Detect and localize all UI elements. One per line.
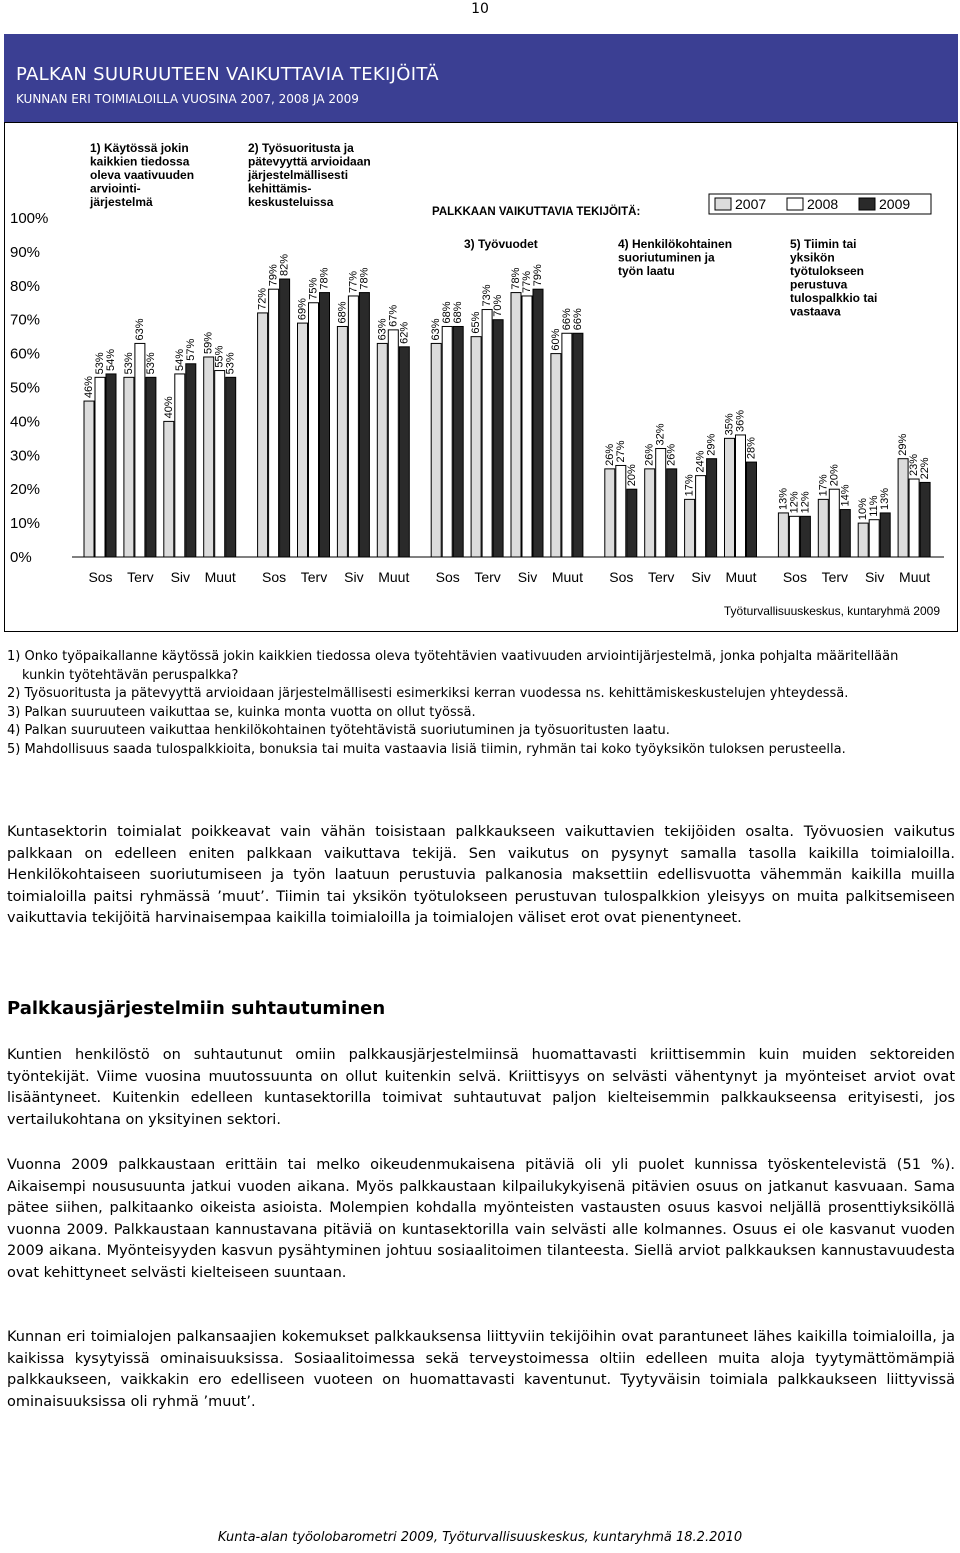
group-label: arviointi- bbox=[90, 181, 141, 196]
data-label: 54% bbox=[105, 348, 117, 371]
bar bbox=[736, 435, 746, 557]
data-label: 24% bbox=[694, 450, 707, 473]
data-label: 17% bbox=[817, 474, 830, 497]
chart-inner-heading: PALKKAAN VAIKUTTAVIA TEKIJÖITÄ: bbox=[432, 206, 641, 218]
y-tick-label: 10% bbox=[10, 515, 41, 533]
y-tick-label: 60% bbox=[10, 345, 41, 363]
data-label: 17% bbox=[683, 474, 696, 497]
bar bbox=[453, 326, 463, 557]
data-label: 13% bbox=[777, 487, 790, 510]
bar bbox=[511, 293, 521, 557]
group-label: pätevyyttä arvioidaan bbox=[248, 154, 371, 169]
bar bbox=[696, 476, 706, 557]
data-label: 26% bbox=[603, 443, 616, 466]
data-label: 67% bbox=[387, 304, 400, 327]
bar bbox=[146, 377, 156, 557]
bar bbox=[656, 449, 666, 557]
data-label: 57% bbox=[184, 338, 197, 361]
data-label: 77% bbox=[347, 270, 360, 293]
bar bbox=[551, 354, 561, 557]
y-tick-label: 0% bbox=[10, 549, 32, 566]
bar bbox=[627, 489, 637, 557]
bar bbox=[309, 303, 319, 557]
y-tick-label: 20% bbox=[10, 481, 41, 499]
footnote: 4) Palkan suuruuteen vaikuttaa henkilökohtainen työtehtävistä suoriutuminen ja työsuoritusten laatu. bbox=[7, 723, 670, 738]
y-tick-label: 50% bbox=[10, 379, 41, 397]
bar bbox=[909, 479, 919, 557]
legend-swatch bbox=[787, 198, 803, 210]
bar bbox=[106, 374, 116, 557]
group-label: 2) Työsuoritusta ja bbox=[248, 141, 354, 155]
data-label: 75% bbox=[307, 277, 320, 300]
x-tick-label: Siv bbox=[517, 569, 538, 585]
bar bbox=[471, 337, 481, 557]
figure-header bbox=[4, 34, 958, 122]
bar bbox=[725, 438, 735, 557]
bar bbox=[829, 489, 839, 557]
figure-subtitle: KUNNAN ERI TOIMIALOILLA VUOSINA 2007, 2008 JA 2009 bbox=[16, 92, 359, 106]
legend-label: 2007 bbox=[735, 196, 767, 212]
bar bbox=[186, 364, 196, 557]
x-tick-label: Sos bbox=[435, 569, 460, 585]
data-label: 60% bbox=[549, 328, 562, 351]
chart-source: Työturvallisuuskeskus, kuntaryhmä 2009 bbox=[723, 604, 940, 618]
data-label: 13% bbox=[879, 487, 892, 510]
data-label: 28% bbox=[745, 437, 758, 460]
group-label: 5) Tiimin tai bbox=[790, 237, 857, 251]
group-label: keskusteluissa bbox=[248, 195, 334, 209]
data-label: 66% bbox=[560, 308, 573, 331]
legend-label: 2008 bbox=[807, 196, 839, 212]
bar bbox=[320, 293, 330, 557]
group-label: perustuva bbox=[790, 277, 848, 292]
bar bbox=[747, 462, 757, 557]
data-label: 26% bbox=[665, 443, 678, 466]
bar bbox=[562, 333, 572, 557]
bar bbox=[226, 377, 236, 557]
data-label: 53% bbox=[144, 352, 157, 375]
data-label: 82% bbox=[278, 253, 291, 277]
bar bbox=[880, 513, 890, 557]
footnotes bbox=[7, 648, 942, 759]
x-tick-label: Muut bbox=[725, 569, 757, 585]
x-tick-label: Terv bbox=[300, 569, 328, 585]
bar bbox=[685, 499, 695, 557]
x-tick-label: Terv bbox=[647, 569, 675, 585]
y-tick-label: 80% bbox=[10, 277, 41, 295]
data-label: 11% bbox=[868, 495, 881, 517]
data-label: 72% bbox=[256, 287, 269, 310]
group-label: 4) Henkilökohtainen bbox=[618, 237, 733, 251]
data-label: 70% bbox=[492, 294, 505, 317]
footnote: 3) Palkan suuruuteen vaikuttaa se, kuinka monta vuotta on ollut työssä. bbox=[7, 704, 476, 720]
group-label: työn laatu bbox=[618, 264, 675, 278]
data-label: 53% bbox=[122, 352, 135, 375]
x-tick-label: Sos bbox=[262, 569, 287, 585]
bar bbox=[818, 499, 828, 557]
bar bbox=[269, 289, 279, 557]
bar bbox=[858, 523, 868, 557]
bar bbox=[482, 310, 492, 557]
x-tick-label: Terv bbox=[474, 569, 501, 585]
data-label: 53% bbox=[224, 352, 237, 375]
figure-title: PALKAN SUURUUTEEN VAIKUTTAVIA TEKIJÖITÄ bbox=[16, 64, 439, 85]
data-label: 69% bbox=[296, 298, 309, 321]
group-label: 3) Työvuodet bbox=[464, 237, 538, 251]
chart-area bbox=[4, 122, 958, 632]
paragraph-2: Kuntien henkilöstö on suhtautunut omiin palkkausjärjestelmiinsä huomattavasti kriittisemmin kuin muiden sektoreiden työntekijät. Viime vuosina muutossuunta on ollut kuitenkin selvä. Kriittisyys on selvästi vähentynyt ja myönteiset arviot ovat lisääntyneet. Kuitenkin edelleen kuntasektorilla toimivat suhtautuvat paljon kielteisemmin palkkaukseensa erityisesti, jos vertailukohtana on yksityinen sektori. bbox=[7, 1047, 955, 1128]
bar bbox=[789, 516, 799, 557]
bar bbox=[215, 371, 225, 557]
bar bbox=[359, 293, 369, 557]
data-label: 40% bbox=[162, 396, 175, 419]
data-label: 78% bbox=[318, 267, 331, 290]
bar bbox=[258, 313, 268, 557]
y-tick-label: 70% bbox=[10, 311, 41, 329]
data-label: 62% bbox=[398, 321, 411, 344]
data-label: 53% bbox=[94, 352, 106, 375]
paragraph-3: Vuonna 2009 palkkaustaan erittäin tai melko oikeudenmukaisena pitäviä oli yli puolet kunnissa työskentelevistä (51 %). Aikaisempi noususuunta jatkui vuoden aikana. Myös palkkaustaan kilpailukykyisenä pitävien osuus on jatkanut kasvuaan. Sama pätee siihen, palkitaanko oikeista asioista. Molempien kohdalla myönteisten vastausten osuus kasvoi neljällä prosenttiyksiköllä vuonna 2009. Palkkaustaan kannustavana pitäviä on kuntasektorilla vain selvästi alle kolmannes. Osuus ei ole kasvanut vuoden 2009 aikana. Myönteisyyden kasvun pysähtyminen johtuu sosiaalitoimen tilanteesta. Siellä arviot palkkauksen kannustavuudesta ovat kehittyneet selvästi kielteiseen suuntaan. bbox=[7, 1157, 955, 1281]
x-tick-label: Terv bbox=[821, 569, 849, 585]
x-tick-label: Siv bbox=[344, 569, 364, 585]
bar bbox=[778, 513, 788, 557]
x-tick-label: Sos bbox=[609, 569, 634, 585]
data-label: 65% bbox=[470, 311, 483, 334]
data-label: 77% bbox=[521, 270, 533, 293]
x-tick-label: Siv bbox=[864, 569, 885, 585]
group-label: järjestelmä bbox=[90, 195, 153, 209]
group-label: työtulokseen bbox=[790, 264, 865, 278]
bar bbox=[377, 343, 387, 557]
data-label: 29% bbox=[705, 433, 718, 456]
data-label: 20% bbox=[625, 464, 638, 487]
data-label: 14% bbox=[839, 484, 852, 507]
x-tick-label: Sos bbox=[782, 569, 807, 585]
y-tick-label: 90% bbox=[10, 243, 41, 261]
bar bbox=[840, 510, 850, 557]
x-tick-label: Terv bbox=[127, 569, 154, 585]
paragraph-4: Kunnan eri toimialojen palkansaajien kokemukset palkkauksensa liittyviin tekijöihin ovat parantuneet lähes kaikilla toimialoilla, ja kaikissa kysytyissä ominaisuuksissa. Sosiaalitoimessa sekä terveystoimessa oltiin edelleen muita aloja tyytymättömämpiä palkkaukseen, vaikkakin ero edelliseen vuoteen on huomattavasti kaventunut. Tyytyväisin toimiala palkkaukseen liittyvissä ominaisuuksissa oli ryhmä ’muut’. bbox=[7, 1329, 955, 1410]
legend-swatch bbox=[715, 198, 731, 210]
bar bbox=[442, 326, 452, 557]
data-label: 32% bbox=[654, 423, 667, 446]
data-label: 27% bbox=[614, 440, 627, 463]
legend-label: 2009 bbox=[879, 196, 911, 212]
bar bbox=[84, 401, 94, 557]
bar bbox=[493, 320, 503, 557]
data-label: 79% bbox=[532, 264, 544, 287]
data-label: 29% bbox=[897, 433, 910, 456]
x-tick-label: Siv bbox=[170, 569, 191, 585]
data-label: 22% bbox=[919, 457, 932, 480]
bar bbox=[616, 465, 626, 557]
group-label: suoriutuminen ja bbox=[618, 250, 715, 265]
data-label: 63% bbox=[430, 318, 443, 341]
group-label: yksikön bbox=[790, 250, 835, 265]
group-label: tulospalkkio tai bbox=[790, 291, 878, 305]
bar-chart bbox=[4, 122, 958, 632]
x-tick-label: Muut bbox=[204, 569, 236, 585]
bar bbox=[533, 289, 543, 557]
footnote: 1) Onko työpaikallanne käytössä jokin kaikkien tiedossa oleva työtehtävien vaativuuden arviointijärjestelmä, jonka pohjalta määritellään kunkin työtehtävän peruspalkka? bbox=[7, 649, 899, 683]
data-label: 35% bbox=[723, 413, 736, 436]
data-label: 20% bbox=[828, 464, 841, 487]
data-label: 78% bbox=[510, 267, 522, 290]
bar bbox=[869, 520, 879, 557]
bar bbox=[605, 469, 615, 557]
bar bbox=[667, 469, 677, 557]
bar bbox=[204, 357, 214, 557]
data-label: 63% bbox=[376, 318, 389, 341]
data-label: 54% bbox=[173, 348, 186, 371]
footnote: 2) Työsuoritusta ja pätevyyttä arvioidaan järjestelmällisesti esimerkiksi kerran vuodessa ns. kehittämiskeskustelujen yhteydessä. bbox=[7, 686, 849, 701]
x-tick-label: Muut bbox=[899, 569, 931, 585]
bar bbox=[920, 482, 930, 557]
data-label: 36% bbox=[734, 409, 747, 432]
x-tick-label: Sos bbox=[88, 569, 113, 585]
data-label: 68% bbox=[452, 301, 465, 324]
group-label: kehittämis- bbox=[248, 181, 312, 196]
group-label: oleva vaativuuden bbox=[90, 168, 195, 182]
bar bbox=[298, 323, 308, 557]
bar bbox=[280, 279, 290, 557]
group-label: 1) Käytössä jokin bbox=[90, 141, 189, 155]
data-label: 63% bbox=[133, 318, 146, 341]
section-heading: Palkkausjärjestelmiin suhtautuminen bbox=[7, 998, 386, 1019]
data-label: 12% bbox=[788, 491, 801, 514]
x-tick-label: Siv bbox=[691, 569, 711, 585]
x-tick-label: Muut bbox=[378, 569, 410, 585]
data-label: 73% bbox=[481, 284, 494, 307]
bar bbox=[175, 374, 185, 557]
data-label: 23% bbox=[908, 453, 921, 477]
bar bbox=[707, 459, 717, 557]
legend-swatch bbox=[859, 198, 875, 210]
data-label: 79% bbox=[267, 264, 280, 287]
data-label: 46% bbox=[83, 376, 95, 399]
bar bbox=[898, 459, 908, 557]
paragraph-1: Kuntasektorin toimialat poikkeavat vain vähän toisistaan palkkaukseen vaikuttavien tekijöiden osalta. Työvuosien vaikutus palkkaan on edelleen eniten palkkaan vaikuttava tekijä. Sen vaikutus on pysynyt samalla tasolla kaikilla toimialoilla. Henkilökohtaiseen suoriutumiseen ja työn laatuun perustuvia palkanosia maksettiin edellisvuotta vähemmän kaikilla muilla toimialoilla paitsi ryhmässä ’muut’. Tiimin tai yksikön työtulokseen perustuvan tulospalkkion yleisyys on muita palkitsemiseen vaikuttavia tekijöitä harvinaisempaa kaikilla toimialoilla ja toimialojen väliset erot ovat pienentyneet. bbox=[7, 824, 955, 927]
data-label: 78% bbox=[358, 267, 371, 290]
data-label: 66% bbox=[571, 308, 584, 331]
data-label: 55% bbox=[213, 345, 226, 368]
y-tick-label: 40% bbox=[10, 413, 41, 431]
bar bbox=[95, 377, 105, 557]
data-label: 59% bbox=[202, 331, 215, 354]
footnote: 5) Mahdollisuus saada tulospalkkioita, bonuksia tai muita vastaavia lisiä tiimin, ryhmän tai koko työyksikön tuloksen perusteella. bbox=[7, 741, 846, 757]
page-footer: Kunta-alan työolobarometri 2009, Työturvallisuuskeskus, kuntaryhmä 18.2.2010 bbox=[217, 1530, 743, 1545]
bar bbox=[124, 377, 134, 557]
bar bbox=[135, 343, 145, 557]
bar bbox=[431, 343, 441, 557]
data-label: 10% bbox=[857, 498, 870, 521]
y-tick-label: 100% bbox=[10, 210, 49, 227]
data-label: 68% bbox=[441, 301, 454, 324]
bar bbox=[337, 326, 347, 557]
bar bbox=[645, 469, 655, 557]
group-label: järjestelmällisesti bbox=[248, 168, 349, 182]
bar bbox=[573, 333, 583, 557]
x-tick-label: Muut bbox=[551, 569, 583, 585]
y-tick-label: 30% bbox=[10, 447, 41, 465]
bar bbox=[348, 296, 358, 557]
group-label: kaikkien tiedossa bbox=[90, 154, 190, 169]
data-label: 12% bbox=[799, 491, 812, 514]
bar bbox=[164, 421, 174, 557]
data-label: 26% bbox=[643, 443, 656, 466]
bar bbox=[522, 296, 532, 557]
page-number: 10 bbox=[471, 1, 489, 17]
bar bbox=[388, 330, 398, 557]
bar bbox=[399, 347, 409, 557]
group-label: vastaava bbox=[790, 304, 841, 319]
data-label: 68% bbox=[336, 301, 349, 324]
bar bbox=[800, 516, 810, 557]
